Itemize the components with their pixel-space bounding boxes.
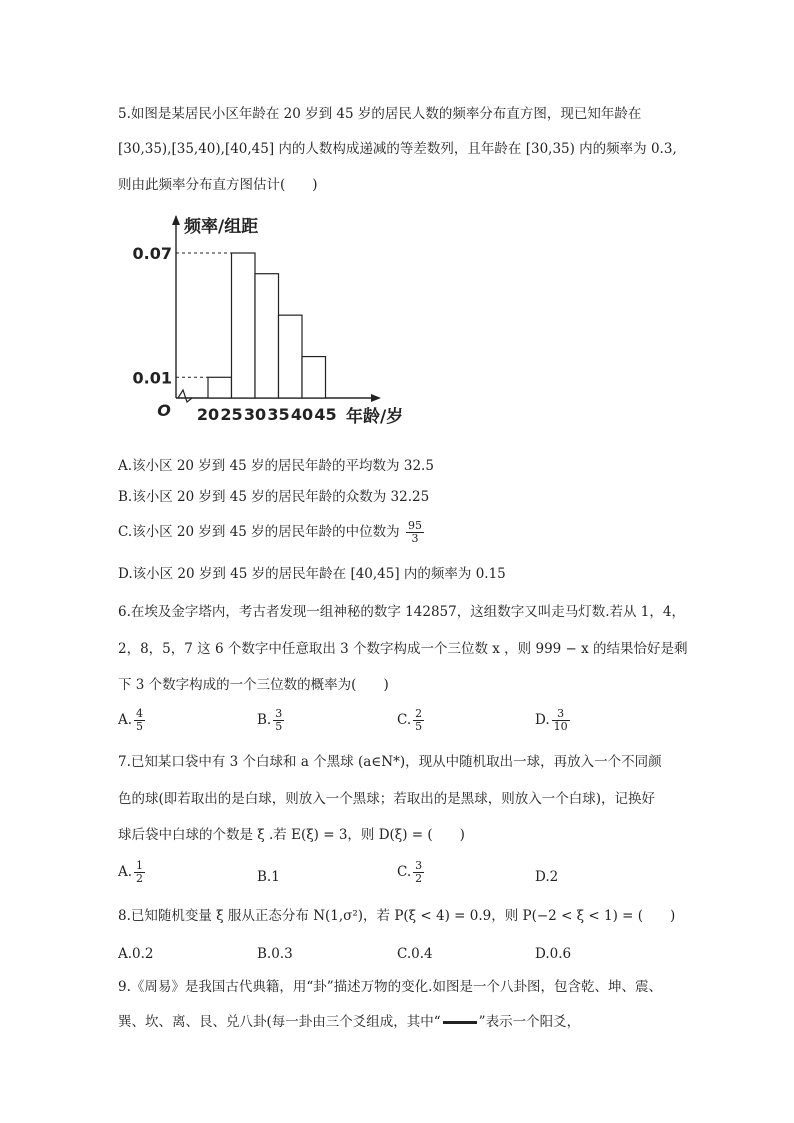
q7-option-c: [397, 860, 424, 885]
q7-stem-line2: 色的球(即若取出的是白球，则放入一个黑球；若取出的是黑球，则放入一个白球)，记换好: [118, 791, 656, 807]
fraction-denominator: 2: [136, 872, 144, 885]
q9-stem-line2-part2: ”表示一个阳爻，: [478, 1014, 581, 1030]
origin-label: O: [157, 401, 171, 420]
histogram-chart: [120, 206, 440, 436]
option-fraction: [134, 860, 145, 885]
q6-option-c: [397, 708, 424, 733]
fraction-denominator: 10: [553, 720, 568, 733]
option-fraction: [413, 708, 424, 733]
q9-stem-line2: [118, 1013, 580, 1031]
histogram-bar: [279, 315, 303, 398]
y-axis-arrow: [172, 215, 180, 225]
q6-option-d: [535, 708, 570, 733]
x-tick-label: 35: [267, 405, 290, 424]
fraction-numerator: 2: [415, 707, 423, 720]
x-tick-label: 25: [220, 405, 243, 424]
q5-option-a: A.该小区 20 岁到 45 岁的居民年龄的平均数为 32.5: [118, 458, 434, 474]
yang-line-icon: [443, 1021, 477, 1024]
fraction-denominator: 5: [415, 720, 423, 733]
x-axis-label: 年龄/岁: [346, 407, 404, 427]
q7-stem-line1: 7.已知某口袋中有 3 个白球和 a 个黑球 (a∈N*)，现从中随机取出一球，再放入一个不同颜: [118, 754, 662, 770]
q5-stem-line1: 5.如图是某居民小区年龄在 20 岁到 45 岁的居民人数的频率分布直方图，现已知年龄在: [118, 106, 642, 122]
q7-option-d: D.2: [535, 869, 559, 885]
histogram-bar: [208, 377, 232, 398]
axis-break-mark: [178, 390, 192, 402]
option-fraction: [552, 708, 570, 733]
histogram-bar: [255, 274, 279, 398]
x-tick-label: 30: [243, 405, 267, 424]
q6-stem-line1: 6.在埃及金字塔内，考古者发现一组神秘的数字 142857，这组数字又叫走马灯数.若从 1，4，: [118, 604, 685, 620]
y-tick-label: 0.01: [132, 368, 172, 388]
x-tick-label: 40: [290, 405, 314, 424]
q9-stem-line2-part1: 巽、坎、离、艮、兑八卦(每一卦由三个爻组成，其中“: [118, 1014, 441, 1030]
fraction-numerator: 3: [275, 707, 283, 720]
fraction-numerator: 95: [407, 519, 422, 532]
fraction-denominator: 5: [275, 720, 283, 733]
option-fraction: [273, 708, 284, 733]
y-axis-label: 频率/组距: [184, 217, 259, 237]
q8-stem-line1: 8.已知随机变量 ξ 服从正态分布 N(1,σ²)，若 P(ξ < 4) = 0.9，则 P(−2 < ξ < 1) = ( ): [118, 908, 676, 924]
q5-option-c-text: C.该小区 20 岁到 45 岁的居民年龄的中位数为: [118, 524, 400, 540]
option-label: A.: [118, 712, 133, 728]
fraction-denominator: 3: [411, 532, 419, 545]
option-label: B.: [257, 712, 272, 728]
y-tick-label: 0.07: [132, 244, 172, 263]
q5-option-c: [118, 520, 424, 545]
fraction-denominator: 2: [415, 872, 423, 885]
q7-stem-line3: 球后袋中白球的个数是 ξ .若 E(ξ) = 3，则 D(ξ) = ( ): [118, 827, 465, 843]
fraction-numerator: 3: [552, 708, 570, 721]
fraction-numerator: 4: [136, 707, 144, 720]
q5-stem-line3: 则由此频率分布直方图估计( ): [118, 177, 318, 193]
q6-option-b: [257, 708, 284, 733]
q5-stem-line2: [30,35),[35,40),[40,45] 内的人数构成递减的等差数列，且年龄在 [30,35) 内的频率为 0.3,: [118, 141, 677, 157]
option-label: C.: [397, 864, 412, 880]
option-fraction: [413, 860, 424, 885]
fraction-numerator: 3: [415, 859, 423, 872]
option-fraction: [134, 708, 145, 733]
q5-option-b: B.该小区 20 岁到 45 岁的居民年龄的众数为 32.25: [118, 489, 430, 505]
fraction-denominator: 5: [136, 720, 144, 733]
q8-option-a: A.0.2: [118, 946, 154, 962]
q6-option-a: [118, 708, 145, 733]
x-axis-arrow: [371, 394, 381, 402]
q9-stem-line1: 9.《周易》是我国古代典籍，用“卦”描述万物的变化.如图是一个八卦图，包含乾、坤、震、: [118, 979, 662, 995]
q6-stem-line2: 2，8，5，7 这 6 个数字中任意取出 3 个数字构成一个三位数 x ，则 999 − x 的结果恰好是剩: [118, 641, 688, 657]
histogram-bar: [302, 357, 326, 398]
q8-option-c: C.0.4: [397, 946, 433, 962]
option-label: A.: [118, 864, 133, 880]
option-label: D.: [535, 712, 550, 728]
q5-option-c-fraction: [406, 520, 424, 545]
x-tick-label: 20: [196, 405, 220, 424]
option-label: C.: [397, 712, 412, 728]
q5-option-d: D.该小区 20 岁到 45 岁的居民年龄在 [40,45] 内的频率为 0.15: [118, 566, 506, 582]
q8-option-b: B.0.3: [257, 946, 293, 962]
x-tick-label: 45: [314, 405, 337, 424]
q6-stem-line3: 下 3 个数字构成的一个三位数的概率为( ): [118, 677, 389, 693]
q8-option-d: D.0.6: [535, 946, 572, 962]
q7-option-b: B.1: [257, 869, 280, 885]
fraction-numerator: 1: [136, 859, 144, 872]
histogram-bar: [232, 253, 256, 398]
q7-option-a: [118, 860, 145, 885]
